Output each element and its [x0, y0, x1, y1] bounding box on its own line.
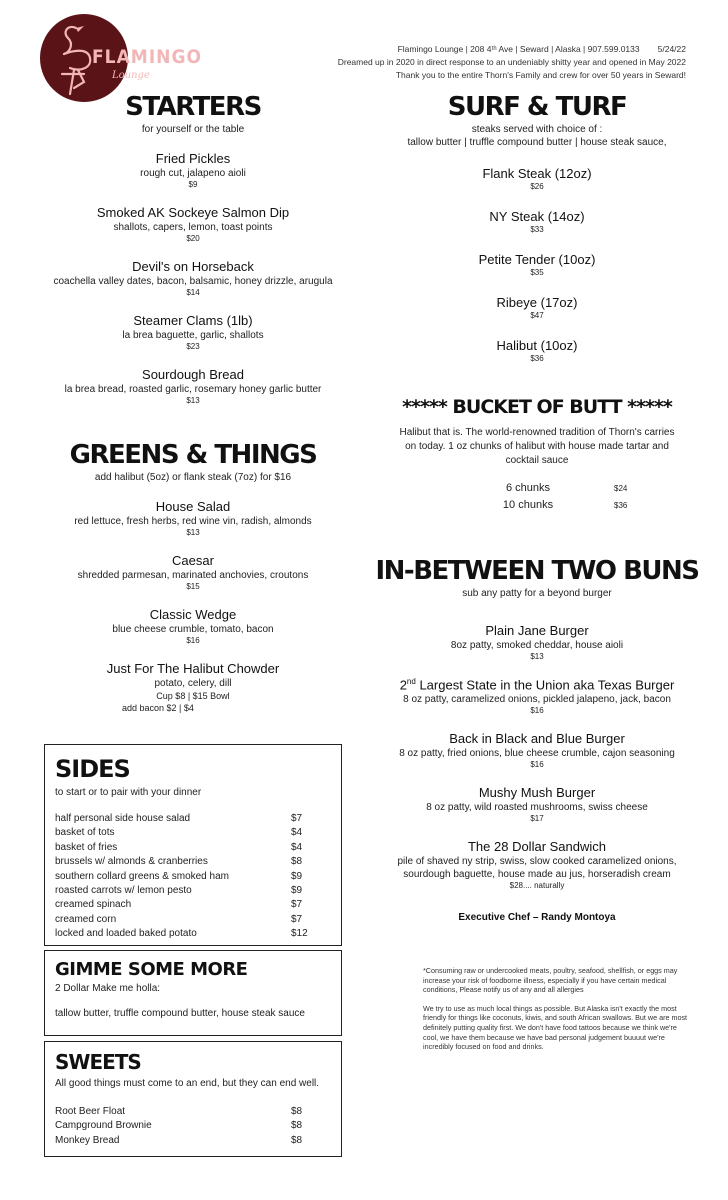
side-item [55, 841, 331, 855]
item-price: $35 [530, 268, 544, 277]
item-price: $47 [530, 311, 544, 320]
side-item [55, 927, 331, 941]
item-name: Halibut (10oz) [496, 338, 578, 353]
greens-section [28, 440, 358, 713]
option-name: 6 chunks [505, 482, 551, 494]
item-name: Steamer Clams (1lb) [133, 313, 253, 328]
item-price: $9 [291, 870, 303, 882]
item-price: $28.... naturally [509, 881, 565, 891]
brand-word: FLAMINGO [92, 46, 203, 68]
bucket-line1: Halibut that is. The world-renowned tradition of Thorn's carries [399, 427, 675, 438]
item-name: creamed corn [55, 913, 117, 925]
menu-item [372, 677, 702, 715]
menu-item [28, 205, 358, 243]
item-price: $16 [186, 636, 200, 645]
item-price: $20 [186, 234, 200, 243]
item-name: Caesar [172, 553, 214, 568]
item-name: Sourdough Bread [142, 367, 244, 382]
item-price: $14 [186, 288, 200, 297]
gimme-title: GIMME SOME MORE [55, 959, 248, 980]
sides-subtitle: to start or to pair with your dinner [55, 787, 202, 798]
item-name: southern collard greens & smoked ham [55, 870, 229, 882]
option-price: $36 [614, 501, 628, 510]
menu-item [372, 295, 702, 320]
item-desc: potato, celery, dill [154, 678, 232, 689]
item-name: Monkey Bread [55, 1134, 120, 1146]
item-price: $7 [291, 913, 303, 925]
menu-item [28, 499, 358, 537]
disclaimer-allergy: *Consuming raw or undercooked meats, poultry, seafood, shellfish, or eggs may increase your risk of foodborne illness, especially if you have certain medical conditions, Please notify us of any and all allergies [423, 966, 678, 995]
menu-item [28, 553, 358, 591]
item-name: roasted carrots w/ lemon pesto [55, 885, 192, 897]
disclaimer [423, 966, 693, 1052]
menu-item [28, 151, 358, 189]
item-price: $13 [186, 528, 200, 537]
item-price: $8 [291, 1106, 303, 1117]
item-price: $33 [530, 225, 544, 234]
chowder-cup-bowl: Cup $8 | $15 Bowl [156, 691, 230, 701]
gimme-box [44, 950, 342, 1036]
item-price: $12 [291, 928, 308, 940]
bucket-line2: on today. 1 oz chunks of halibut with house made tartar and [405, 441, 669, 452]
item-name: Petite Tender (10oz) [478, 252, 596, 267]
buns-title: IN-BETWEEN TWO BUNS [375, 556, 699, 586]
item-desc: blue cheese crumble, tomato, bacon [112, 624, 274, 635]
bucket-option [442, 480, 702, 497]
item-desc: 8oz patty, smoked cheddar, house aioli [450, 640, 624, 651]
item-name: Smoked AK Sockeye Salmon Dip [96, 205, 290, 220]
item-price: $16 [530, 706, 544, 716]
header-line2: Dreamed up in 2020 in direct response to an undeniably shitty year and opened in May 2022 [337, 57, 686, 67]
item-desc: la brea baguette, garlic, shallots [122, 330, 264, 341]
menu-item [28, 259, 358, 297]
item-desc: 8 oz patty, fried onions, blue cheese crumble, cajon seasoning [399, 748, 675, 760]
item-name: Back in Black and Blue Burger [449, 731, 625, 747]
sides-list [55, 812, 331, 942]
side-item [55, 898, 331, 912]
item-price: $8 [291, 856, 303, 868]
sweet-item [55, 1119, 331, 1133]
item-price: $7 [291, 813, 303, 824]
sweets-box [44, 1041, 342, 1157]
side-item [55, 884, 331, 898]
item-name: NY Steak (14oz) [489, 209, 585, 224]
item-name: basket of fries [55, 841, 118, 853]
item-name-sup: nd [406, 677, 416, 686]
buns-subtitle: sub any patty for a beyond burger [462, 588, 612, 599]
item-desc: shredded parmesan, marinated anchovies, croutons [77, 570, 309, 581]
item-name: Campground Brownie [55, 1120, 152, 1132]
item-price: $36 [530, 354, 544, 363]
menu-item [372, 731, 702, 769]
menu-item [372, 623, 702, 661]
item-desc: pile of shaved ny strip, swiss, slow cooked caramelized onions, [397, 856, 677, 868]
bucket-title: ***** BUCKET OF BUTT ***** [402, 396, 672, 418]
item-desc: sourdough baguette, house made au jus, horseradish cream [403, 869, 671, 881]
gimme-body: tallow butter, truffle compound butter, house steak sauce [55, 1008, 305, 1019]
starters-title: STARTERS [125, 92, 261, 122]
executive-chef: Executive Chef – Randy Montoya [458, 912, 616, 924]
sandwich-item [372, 839, 702, 890]
item-price: $15 [186, 582, 200, 591]
header-info [286, 43, 686, 82]
item-name: brussels w/ almonds & cranberries [55, 856, 208, 868]
item-price: $16 [530, 760, 544, 770]
address-line: Flamingo Lounge | 208 4ᵗʰ Ave | Seward | Alaska | 907.599.0133 [397, 44, 640, 54]
starters-section [28, 92, 358, 405]
sweet-item [55, 1105, 331, 1119]
item-name: Root Beer Float [55, 1106, 126, 1117]
item-price: $23 [186, 342, 200, 351]
item-name: Ribeye (17oz) [496, 295, 578, 310]
gimme-subtitle: 2 Dollar Make me holla: [55, 983, 161, 994]
sweets-title: SWEETS [55, 1050, 141, 1074]
sweets-subtitle: All good things must come to an end, but they can end well. [55, 1078, 320, 1089]
side-item [55, 826, 331, 840]
starters-subtitle: for yourself or the table [141, 124, 245, 135]
menu-date: 5/24/22 [657, 44, 686, 54]
chowder-bacon: add bacon $2 | $4 [122, 703, 194, 713]
item-price: $13 [186, 396, 200, 405]
side-item [55, 812, 331, 826]
brand-sub: Lounge [112, 70, 150, 81]
item-price: $8 [291, 1120, 303, 1132]
bucket-section [372, 392, 702, 514]
item-price: $9 [188, 180, 198, 189]
item-name-rest: Largest State in the Union aka Texas Burger [415, 677, 675, 693]
menu-item [372, 252, 702, 277]
item-name: Classic Wedge [149, 607, 237, 622]
surf-title: SURF & TURF [447, 92, 627, 122]
greens-title: GREENS & THINGS [69, 440, 317, 470]
bucket-option [442, 497, 702, 514]
menu-item [28, 607, 358, 645]
item-name: Devil's on Horseback [132, 259, 254, 274]
sides-box [44, 744, 342, 946]
side-item [55, 913, 331, 927]
item-name: Mushy Mush Burger [478, 785, 596, 801]
menu-item [372, 166, 702, 191]
item-name: creamed spinach [55, 899, 132, 911]
item-name-ordinal: 2 [399, 677, 407, 693]
item-price: $8 [291, 1134, 303, 1146]
item-desc: shallots, capers, lemon, toast points [113, 222, 273, 233]
item-price: $9 [291, 885, 303, 897]
disclaimer-local: We try to use as much local things as possible. But Alaska isn't exactly the most friendly for things like coconuts, kiwis, and south African swallows. But we are most definitely putting quality first. We don't have food tattoos because we think we're cool, we have them because we have bad personal judgement buuuut we're incredibly focused on food and drinks. [423, 1003, 688, 1052]
surf-subtitle2: tallow butter | truffle compound butter | house steak sauce, [407, 137, 667, 148]
item-price: $4 [291, 827, 303, 839]
buns-section [372, 556, 702, 923]
header-line3: Thank you to the entire Thorn's Family and crew for over 50 years in Seward! [395, 70, 686, 80]
surf-section [372, 92, 702, 363]
menu-item [372, 785, 702, 823]
item-name: half personal side house salad [55, 813, 191, 824]
side-item [55, 855, 331, 869]
item-name: Plain Jane Burger [485, 623, 589, 638]
greens-subtitle: add halibut (5oz) or flank steak (7oz) for $16 [94, 472, 292, 483]
menu-item [372, 209, 702, 234]
item-name [372, 677, 702, 692]
menu-item [372, 338, 702, 363]
item-price: $4 [291, 841, 303, 853]
chowder-item [28, 661, 358, 713]
item-desc: 8 oz patty, wild roasted mushrooms, swiss cheese [426, 802, 648, 814]
sweet-item [55, 1134, 331, 1148]
header-line1-row [286, 43, 686, 56]
item-price: $13 [530, 652, 544, 661]
item-name: Fried Pickles [155, 151, 231, 166]
item-price: $17 [530, 814, 544, 824]
bucket-line3: cocktail sauce [505, 455, 569, 466]
menu-item [28, 367, 358, 405]
bucket-options [372, 480, 702, 514]
item-desc: la brea bread, roasted garlic, rosemary honey garlic butter [64, 384, 322, 395]
side-item [55, 870, 331, 884]
item-name: locked and loaded baked potato [55, 928, 197, 940]
menu-item [28, 313, 358, 351]
surf-subtitle1: steaks served with choice of : [471, 124, 603, 135]
sweets-list [55, 1105, 331, 1148]
item-name: House Salad [155, 499, 231, 514]
item-name: The 28 Dollar Sandwich [467, 839, 607, 855]
item-price: $7 [291, 899, 303, 911]
item-name: Flank Steak (12oz) [482, 166, 592, 181]
option-price: $24 [614, 484, 628, 493]
option-name: 10 chunks [502, 499, 554, 511]
item-desc: red lettuce, fresh herbs, red wine vin, radish, almonds [74, 516, 312, 527]
item-name: basket of tots [55, 827, 115, 839]
item-price: $26 [530, 182, 544, 191]
item-desc: rough cut, jalapeno aioli [140, 168, 246, 179]
sides-title: SIDES [55, 755, 130, 783]
item-desc: 8 oz patty, caramelized onions, pickled jalapeno, jack, bacon [403, 694, 671, 706]
item-name: Just For The Halibut Chowder [106, 661, 280, 676]
item-desc: coachella valley dates, bacon, balsamic, honey drizzle, arugula [53, 276, 333, 287]
